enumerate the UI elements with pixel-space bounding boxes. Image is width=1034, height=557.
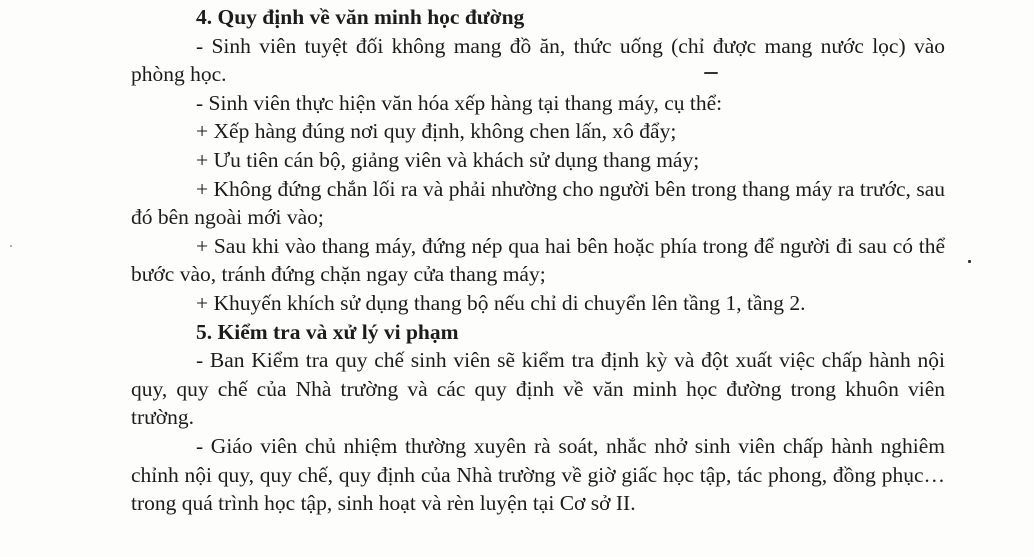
list-item-use-stairs: + Khuyến khích sử dụng thang bộ nếu chỉ di chuyển lên tầng 1, tầng 2. [196, 290, 806, 315]
document-body [131, 3, 945, 518]
paragraph-food-drink: - Sinh viên tuyệt đối không mang đồ ăn, thức uống (chỉ được mang nước lọc) vào phòng học. [131, 33, 945, 87]
section-heading-4: 4. Quy định về văn minh học đường [196, 5, 525, 29]
list-item-exit-first: + Không đứng chắn lối ra và phải nhường cho người bên trong thang máy ra trước, sau đó bên ngoài mới vào; [131, 176, 945, 230]
list-item-queue-place: + Xếp hàng đúng nơi quy định, không chen lấn, xô đẩy; [196, 119, 677, 144]
scan-speck [968, 260, 971, 263]
paragraph-inspection: - Ban Kiểm tra quy chế sinh viên sẽ kiểm tra định kỳ và đột xuất việc chấp hành nội quy, quy chế của Nhà trường và các quy định về văn minh học đường trong khuôn viên trường. [131, 348, 945, 430]
scan-speck [10, 245, 12, 247]
paragraph-homeroom-teacher: - Giáo viên chủ nhiệm thường xuyên rà soát, nhắc nhở sinh viên chấp hành nghiêm chỉnh nội quy, quy chế, quy định của Nhà trường về giờ giấc học tập, tác phong, đồng phục… trong quá trình học tập, sinh hoạt và rèn luyện tại Cơ sở II. [131, 433, 945, 516]
list-item-priority: + Ưu tiên cán bộ, giảng viên và khách sử dụng thang máy; [196, 147, 700, 172]
scan-speck [704, 72, 718, 74]
section-heading-5: 5. Kiểm tra và xử lý vi phạm [196, 319, 459, 344]
paragraph-elevator-queue: - Sinh viên thực hiện văn hóa xếp hàng tại thang máy, cụ thể: [196, 90, 723, 115]
list-item-stand-aside: + Sau khi vào thang máy, đứng nép qua hai bên hoặc phía trong để người đi sau có thể bước vào, tránh đứng chặn ngay cửa thang máy; [131, 233, 945, 287]
